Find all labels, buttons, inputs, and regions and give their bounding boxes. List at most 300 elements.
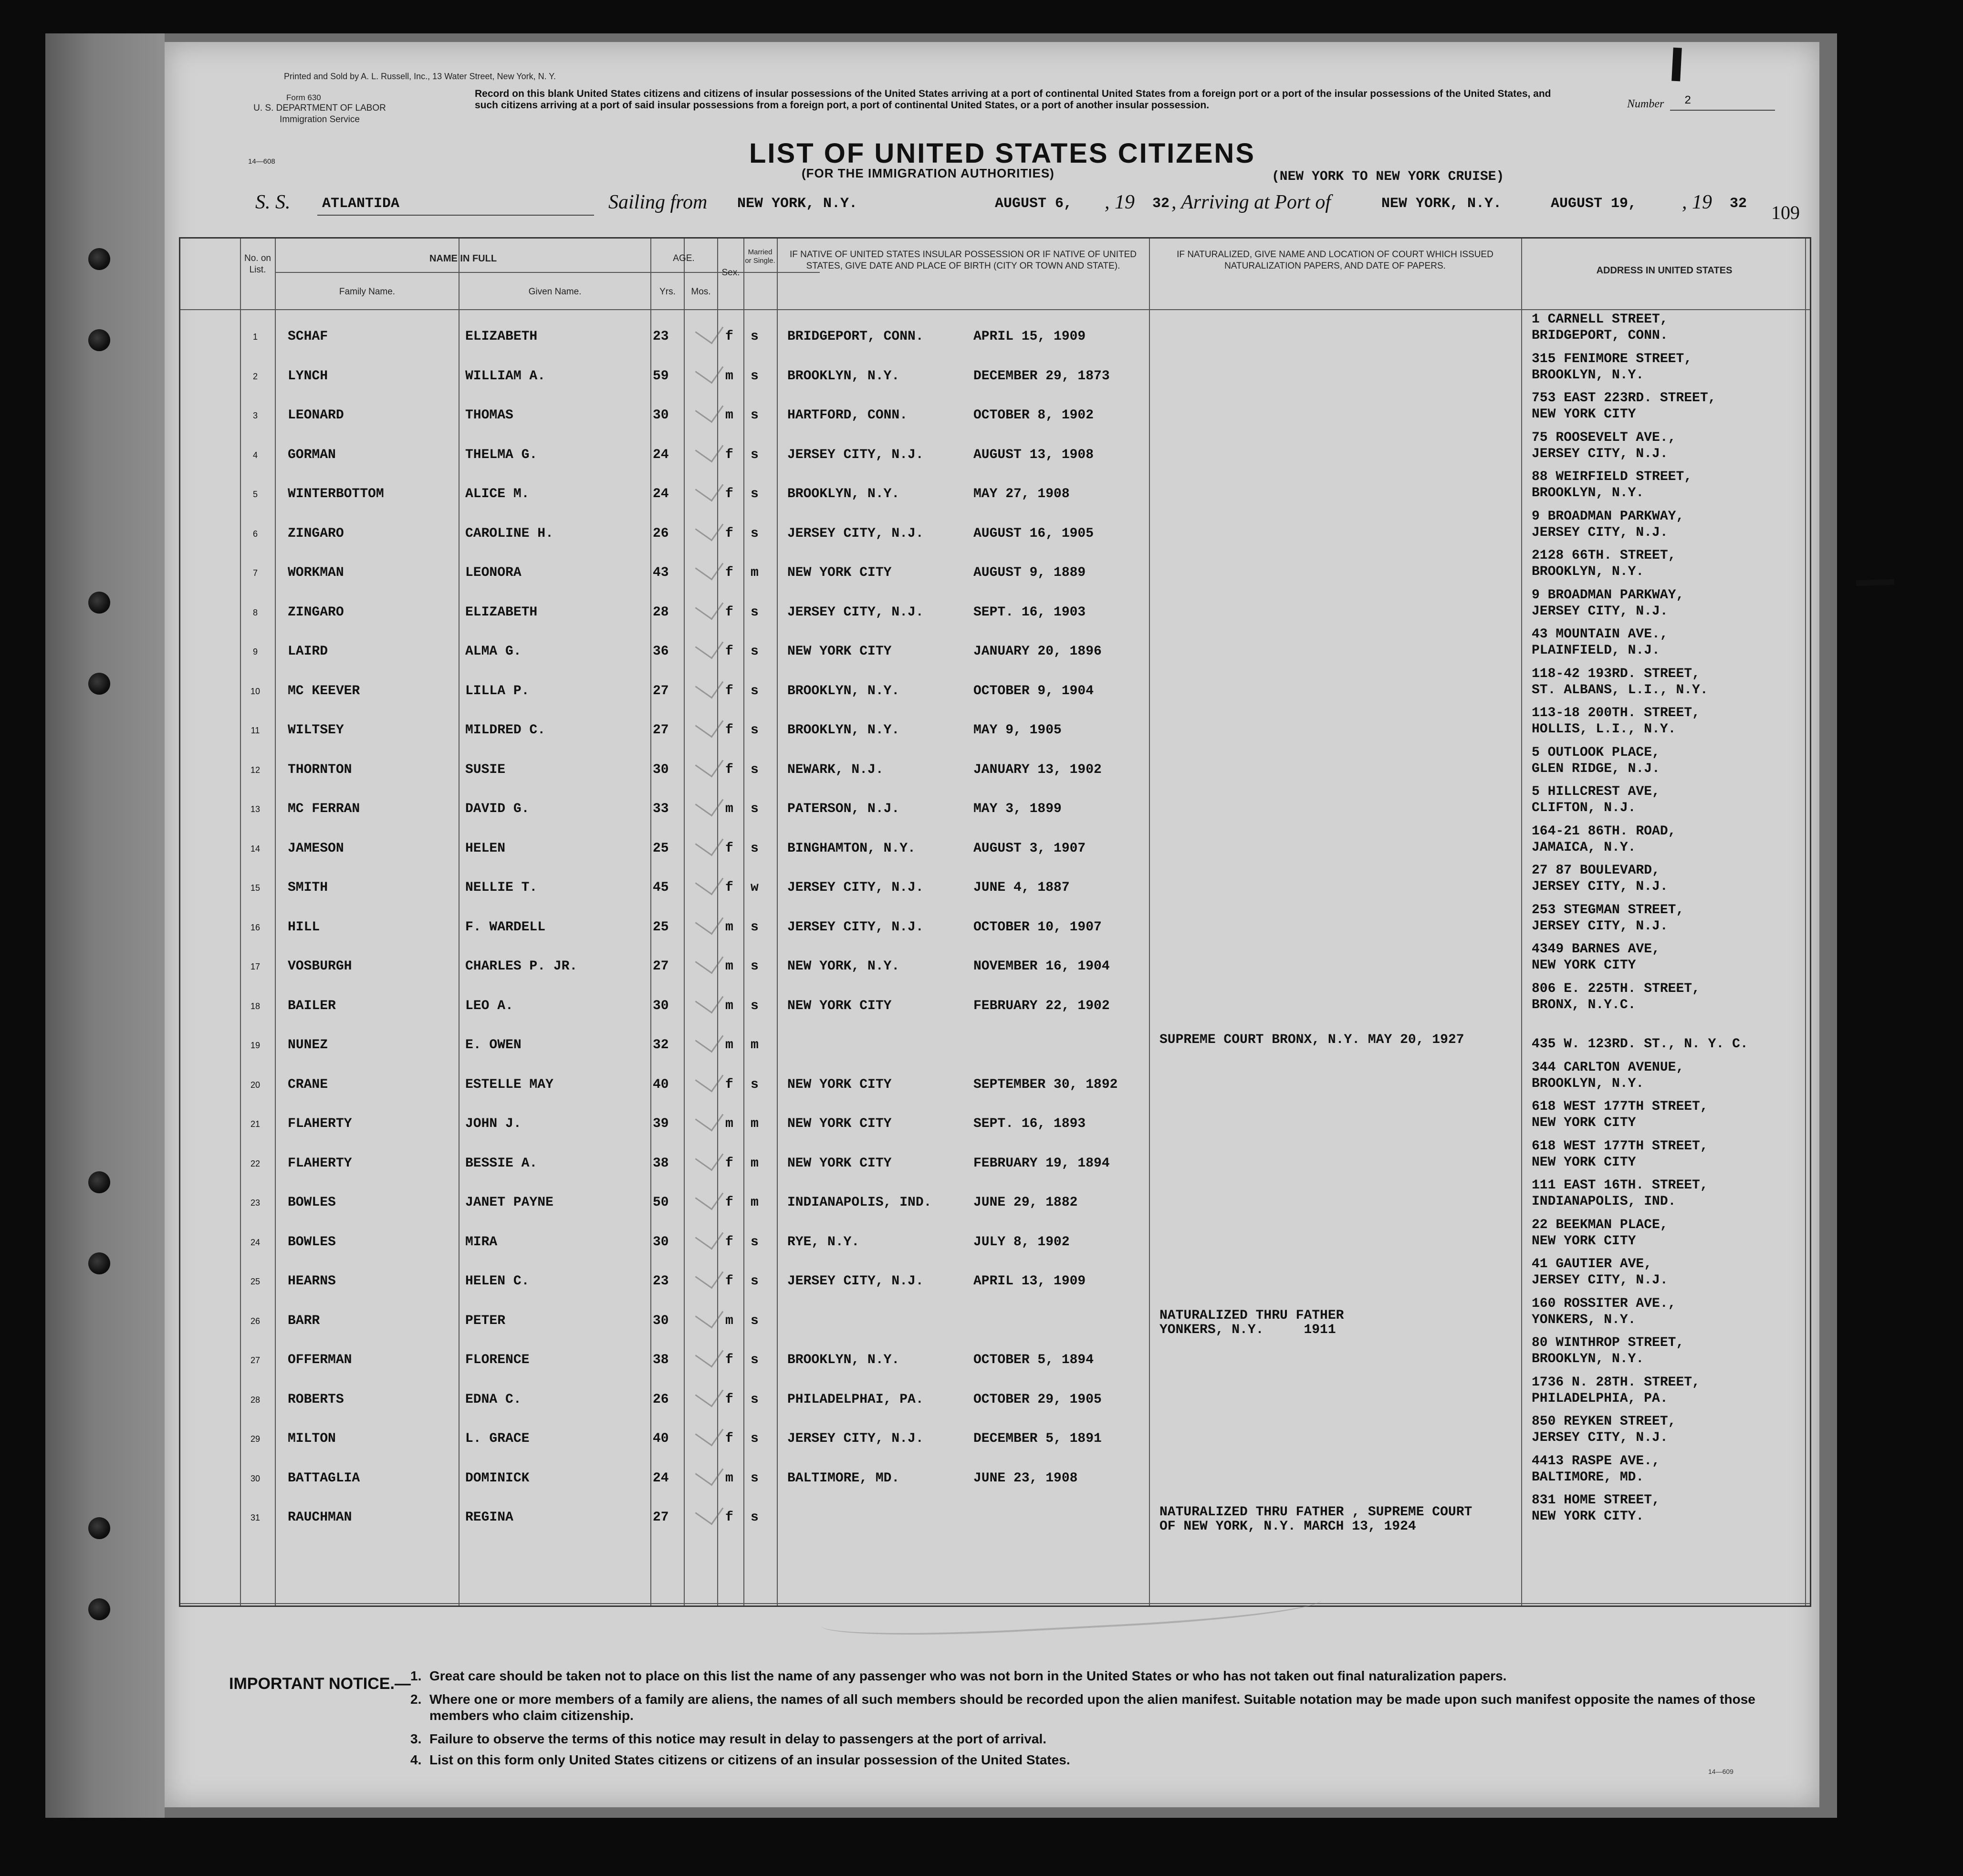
binder-hole [88, 673, 110, 695]
list-number: 4 [252, 450, 258, 460]
sex: m [725, 1470, 733, 1486]
list-number: 24 [250, 1237, 261, 1247]
age-years: 30 [653, 762, 669, 777]
check-mark [695, 355, 724, 384]
age-years: 39 [653, 1116, 669, 1131]
arriving-label: , Arriving at Port of [1171, 191, 1331, 213]
sex: f [725, 1195, 733, 1210]
address-line-2: INDIANAPOLIS, IND. [1532, 1194, 1676, 1209]
sex: f [725, 1353, 733, 1367]
list-number: 28 [250, 1395, 261, 1405]
birth-place: NEWARK, N.J. [787, 762, 884, 777]
list-number: 2 [252, 371, 258, 381]
given-name: ESTELLE MAY [465, 1077, 553, 1092]
address-line-2: JERSEY CITY, N.J. [1532, 918, 1668, 934]
birth-date: OCTOBER 9, 1904 [973, 683, 1094, 698]
col-header-mos: Mos. [691, 287, 711, 297]
family-name: VOSBURGH [288, 959, 352, 974]
naturalization: NATURALIZED THRU FATHER YONKERS, N.Y. 1911 [1159, 1308, 1344, 1337]
table-row [179, 1452, 1808, 1491]
family-name: HILL [288, 919, 320, 935]
birth-date: MAY 3, 1899 [973, 802, 1062, 816]
binder-hole [88, 248, 110, 270]
marital-status: s [751, 447, 759, 462]
birth-place: HARTFORD, CONN. [787, 408, 908, 423]
marital-status: s [751, 802, 759, 816]
check-mark [695, 395, 724, 423]
given-name: WILLIAM A. [465, 368, 546, 384]
list-number: 7 [252, 568, 258, 578]
table-row [179, 704, 1808, 743]
family-name: SCHAF [288, 329, 328, 344]
given-name: LILLA P. [465, 683, 530, 698]
address-line-2: NEW YORK CITY [1532, 1115, 1636, 1130]
address-line-2: YONKERS, N.Y. [1532, 1312, 1636, 1327]
given-name: MIRA [465, 1234, 498, 1250]
address-line-1: 850 REYKEN STREET, [1532, 1414, 1676, 1429]
list-number: 12 [250, 765, 261, 775]
address-line-1: 4413 RASPE AVE., [1532, 1453, 1660, 1469]
birth-place: JERSEY CITY, N.J. [787, 1431, 924, 1446]
arrival-year: 32 [1730, 196, 1747, 212]
list-number: 19 [250, 1041, 261, 1050]
family-name: HEARNS [288, 1274, 336, 1289]
given-name: SUSIE [465, 762, 506, 777]
sex: m [725, 959, 733, 974]
address-line-1: 113-18 200TH. STREET, [1532, 706, 1700, 720]
ship-underline [317, 215, 594, 216]
sex: f [725, 526, 733, 541]
marital-status: s [751, 604, 759, 620]
family-name: ZINGARO [288, 604, 344, 620]
list-number: 14 [250, 844, 261, 854]
age-years: 30 [653, 1313, 669, 1328]
age-years: 23 [653, 1274, 669, 1289]
sex: f [725, 841, 733, 856]
birth-place: NEW YORK CITY [787, 998, 892, 1013]
address-line-1: 9 BROADMAN PARKWAY, [1532, 587, 1684, 603]
col-header-no: No. on List. [244, 253, 271, 275]
margin-mark [1856, 579, 1894, 586]
arrival-port: NEW YORK, N.Y. [1381, 196, 1502, 212]
notice-item [410, 1731, 1785, 1747]
department-name: U. S. DEPARTMENT OF LABOR [253, 103, 386, 113]
family-name: BARR [288, 1313, 320, 1328]
address-line-2: BROOKLYN, N.Y. [1532, 1076, 1644, 1091]
check-mark [695, 1497, 724, 1525]
given-name: FLORENCE [465, 1353, 530, 1367]
birth-place: BROOKLYN, N.Y. [787, 1353, 900, 1367]
age-years: 45 [653, 880, 669, 895]
birth-place: RYE, N.Y. [787, 1234, 860, 1250]
marital-status: s [751, 1470, 759, 1486]
check-mark [695, 906, 724, 935]
sex: f [725, 683, 733, 698]
birth-place: BROOKLYN, N.Y. [787, 683, 900, 698]
check-mark [695, 749, 724, 777]
arrival-year-prefix: , 19 [1682, 191, 1712, 213]
binder-margin [45, 33, 165, 1818]
address-line-1: 5 HILLCREST AVE, [1532, 784, 1660, 799]
col-header-birth: IF NATIVE OF UNITED STATES INSULAR POSSESSION OR IF NATIVE OF UNITED STATES, GIVE DATE AND PLACE OF BIRTH (CITY OR TOWN AND STATE). [789, 250, 1137, 271]
sex: f [725, 565, 733, 580]
departure-year: 32 [1152, 196, 1170, 212]
marital-status: s [751, 959, 759, 974]
table-row [179, 782, 1808, 822]
department-block [227, 103, 413, 125]
age-years: 27 [653, 683, 669, 698]
check-mark [695, 1339, 724, 1368]
birth-date: SEPTEMBER 30, 1892 [973, 1077, 1118, 1092]
check-mark [695, 1418, 724, 1447]
check-mark [695, 867, 724, 896]
address-line-1: 1736 N. 28TH. STREET, [1532, 1375, 1700, 1390]
family-name: BOWLES [288, 1195, 336, 1210]
family-name: MILTON [288, 1431, 336, 1446]
list-number: 21 [250, 1119, 261, 1129]
birth-date: FEBRUARY 19, 1894 [973, 1156, 1110, 1171]
birth-place: JERSEY CITY, N.J. [787, 1274, 924, 1289]
birth-date: DECEMBER 29, 1873 [973, 368, 1110, 384]
sex: f [725, 1510, 733, 1525]
age-years: 30 [653, 998, 669, 1013]
check-mark [695, 631, 724, 659]
sex: f [725, 1234, 733, 1250]
address-line-2: NEW YORK CITY [1532, 1233, 1636, 1249]
departure-year-prefix: , 19 [1105, 191, 1135, 213]
sailing-line [255, 191, 1796, 219]
number-value: 2 [1684, 94, 1692, 107]
sex: m [725, 1116, 733, 1131]
list-number: 13 [250, 804, 261, 814]
check-mark [695, 670, 724, 698]
sex: f [725, 329, 733, 344]
form-number: Form 630 [286, 93, 321, 102]
number-label: Number [1627, 98, 1664, 110]
list-number: 18 [250, 1001, 261, 1011]
given-name: EDNA C. [465, 1392, 522, 1407]
table-row [179, 1491, 1808, 1534]
age-years: 50 [653, 1195, 669, 1210]
table-row [179, 1019, 1808, 1058]
age-years: 23 [653, 329, 669, 344]
address-line-2: NEW YORK CITY [1532, 1155, 1636, 1170]
sex: f [725, 880, 733, 895]
ship-name: ATLANTIDA [322, 196, 400, 212]
age-years: 27 [653, 1510, 669, 1525]
family-name: BAILER [288, 998, 336, 1013]
table-row [179, 428, 1808, 468]
birth-date: AUGUST 16, 1905 [973, 526, 1094, 541]
marital-status: s [751, 1077, 759, 1092]
naturalization: NATURALIZED THRU FATHER , SUPREME COURT OF NEW YORK, N.Y. MARCH 13, 1924 [1159, 1505, 1472, 1534]
list-number: 20 [250, 1080, 261, 1090]
col-header-naturalized: IF NATURALIZED, GIVE NAME AND LOCATION OF COURT WHICH ISSUED NATURALIZATION PAPERS, AND DATE OF PAPERS. [1177, 250, 1493, 271]
list-number: 15 [250, 883, 261, 893]
address-line-2: JERSEY CITY, N.J. [1532, 1430, 1668, 1445]
age-years: 24 [653, 487, 669, 501]
check-mark [695, 709, 724, 738]
birth-place: JERSEY CITY, N.J. [787, 447, 924, 462]
age-years: 30 [653, 408, 669, 423]
address-line-2: JERSEY CITY, N.J. [1532, 604, 1668, 619]
given-name: DAVID G. [465, 802, 530, 816]
marital-status: s [751, 1274, 759, 1289]
age-years: 38 [653, 1156, 669, 1171]
family-name: OFFERMAN [288, 1353, 352, 1367]
given-name: JANET PAYNE [465, 1195, 553, 1210]
birth-date: MAY 9, 1905 [973, 723, 1062, 738]
table-row [179, 861, 1808, 900]
birth-place: INDIANAPOLIS, IND. [787, 1195, 932, 1210]
family-name: MC FERRAN [288, 802, 360, 816]
address-line-1: 22 BEEKMAN PLACE, [1532, 1217, 1668, 1232]
check-mark [695, 434, 724, 462]
family-name: LAIRD [288, 644, 328, 659]
family-name: WILTSEY [288, 723, 344, 738]
marital-status: s [751, 998, 759, 1013]
age-years: 32 [653, 1038, 669, 1053]
notice-item [410, 1668, 1785, 1684]
check-mark [695, 473, 724, 502]
binder-hole [88, 1517, 110, 1539]
printer-line: Printed and Sold by A. L. Russell, Inc., 13 Water Street, New York, N. Y. [284, 72, 556, 81]
address-line-2: BRONX, N.Y.C. [1532, 997, 1636, 1012]
address-line-2: PLAINFIELD, N.J. [1532, 643, 1660, 658]
table-row [179, 1294, 1808, 1337]
birth-date: AUGUST 9, 1889 [973, 565, 1086, 580]
binder-hole [88, 1598, 110, 1620]
table-row [179, 310, 1808, 349]
age-years: 43 [653, 565, 669, 580]
sex: f [725, 1431, 733, 1446]
birth-place: BROOKLYN, N.Y. [787, 368, 900, 384]
address-line-2: NEW YORK CITY [1532, 407, 1636, 422]
address-line-2: PHILADELPHIA, PA. [1532, 1391, 1668, 1406]
sex: f [725, 604, 733, 620]
col-header-address: ADDRESS IN UNITED STATES [1596, 265, 1733, 276]
birth-date: OCTOBER 29, 1905 [973, 1392, 1102, 1407]
family-name: RAUCHMAN [288, 1510, 352, 1525]
age-years: 30 [653, 1234, 669, 1250]
address-line-2: JERSEY CITY, N.J. [1532, 525, 1668, 540]
address-line-2: BROOKLYN, N.Y. [1532, 486, 1644, 500]
table-row [179, 1137, 1808, 1176]
check-mark [695, 552, 724, 581]
birth-date: JULY 8, 1902 [973, 1234, 1070, 1250]
given-name: ELIZABETH [465, 604, 538, 620]
address-line-1: 753 EAST 223RD. STREET, [1532, 391, 1716, 406]
birth-place: JERSEY CITY, N.J. [787, 526, 924, 541]
notice-title: IMPORTANT NOTICE.— [229, 1675, 411, 1693]
list-number: 1 [252, 332, 258, 342]
table-row [179, 546, 1808, 585]
age-years: 33 [653, 802, 669, 816]
check-mark [695, 1103, 724, 1132]
given-name: HELEN C. [465, 1274, 530, 1289]
document-title: LIST OF UNITED STATES CITIZENS [749, 138, 1255, 169]
list-number: 27 [250, 1355, 261, 1365]
address-line-1: 2128 66TH. STREET, [1532, 548, 1676, 563]
marital-status: m [751, 565, 759, 580]
sex: m [725, 802, 733, 816]
notice-number: 4. [410, 1752, 422, 1767]
family-name: NUNEZ [288, 1038, 328, 1053]
marital-status: s [751, 1234, 759, 1250]
sex: m [725, 368, 733, 384]
marital-status: s [751, 368, 759, 384]
check-mark [695, 1063, 724, 1092]
list-number: 8 [252, 607, 258, 617]
naturalization: SUPREME COURT BRONX, N.Y. MAY 20, 1927 [1159, 1032, 1464, 1047]
age-years: 27 [653, 959, 669, 974]
check-mark [695, 985, 724, 1013]
birth-place: NEW YORK CITY [787, 1116, 892, 1131]
family-name: LYNCH [288, 368, 328, 384]
notice-text: List on this form only United States citizens or citizens of an insular possession of the United States. [429, 1752, 1070, 1767]
birth-date: JUNE 23, 1908 [973, 1470, 1078, 1486]
table-row [179, 468, 1808, 507]
address-line-2: 435 W. 123RD. ST., N. Y. C. [1532, 1037, 1748, 1052]
age-years: 36 [653, 644, 669, 659]
col-header-married: Married or Single. [745, 248, 775, 265]
handwritten-mark [1671, 48, 1682, 82]
birth-date: OCTOBER 8, 1902 [973, 408, 1094, 423]
age-years: 59 [653, 368, 669, 384]
family-name: BATTAGLIA [288, 1470, 360, 1486]
sailing-from-label: Sailing from [608, 191, 708, 213]
birth-place: JERSEY CITY, N.J. [787, 919, 924, 935]
marital-status: s [751, 1392, 759, 1407]
birth-date: FEBRUARY 22, 1902 [973, 998, 1110, 1013]
check-mark [695, 1182, 724, 1210]
address-line-2: BROOKLYN, N.Y. [1532, 564, 1644, 579]
family-name: WINTERBOTTOM [288, 487, 384, 501]
check-mark [695, 827, 724, 856]
marital-status: s [751, 644, 759, 659]
check-mark [695, 1378, 724, 1407]
marital-status: s [751, 683, 759, 698]
birth-place: BRIDGEPORT, CONN. [787, 329, 924, 344]
birth-place: NEW YORK CITY [787, 565, 892, 580]
address-line-1: 1 CARNELL STREET, [1532, 312, 1668, 327]
table-row [179, 940, 1808, 979]
sex: m [725, 919, 733, 935]
list-number: 23 [250, 1198, 261, 1208]
birth-date: JANUARY 20, 1896 [973, 644, 1102, 659]
table-row [179, 1058, 1808, 1097]
family-name: LEONARD [288, 408, 344, 423]
marital-status: w [751, 880, 759, 895]
given-name: NELLIE T. [465, 880, 538, 895]
birth-date: JANUARY 13, 1902 [973, 762, 1102, 777]
given-name: F. WARDELL [465, 919, 546, 935]
given-name: L. GRACE [465, 1431, 530, 1446]
list-number: 10 [250, 686, 261, 696]
address-line-1: 164-21 86TH. ROAD, [1532, 823, 1676, 839]
table-row [179, 1255, 1808, 1294]
check-mark [695, 512, 724, 541]
check-mark [695, 788, 724, 817]
family-name: ZINGARO [288, 526, 344, 541]
notice-number: 3. [410, 1731, 422, 1746]
address-line-1: 9 BROADMAN PARKWAY, [1532, 509, 1684, 524]
address-line-2: BRIDGEPORT, CONN. [1532, 328, 1668, 343]
address-line-2: JERSEY CITY, N.J. [1532, 879, 1668, 894]
marital-status: s [751, 1431, 759, 1446]
address-line-1: 27 87 BOULEVARD, [1532, 863, 1660, 878]
address-line-1: 4349 BARNES AVE, [1532, 942, 1660, 957]
notice-text: Great care should be taken not to place on this list the name of any passenger who was not born in the United States or who has not taken out final naturalization papers. [429, 1668, 1507, 1683]
address-line-1: 253 STEGMAN STREET, [1532, 902, 1684, 917]
given-name: JOHN J. [465, 1116, 522, 1131]
col-header-sex: Sex. [721, 268, 740, 278]
table-row [179, 822, 1808, 861]
address-line-1: 111 EAST 16TH. STREET, [1532, 1178, 1708, 1193]
sex: f [725, 487, 733, 501]
given-name: LEONORA [465, 565, 522, 580]
table-row [179, 1373, 1808, 1412]
sheet-number: 109 [1771, 202, 1800, 223]
notice-item [410, 1752, 1785, 1768]
sex: m [725, 1038, 733, 1053]
table-row [179, 507, 1808, 546]
age-years: 26 [653, 1392, 669, 1407]
list-number: 31 [250, 1513, 261, 1522]
table-row [179, 1176, 1808, 1215]
age-years: 24 [653, 1470, 669, 1486]
marital-status: s [751, 487, 759, 501]
check-mark [695, 1142, 724, 1171]
sex: m [725, 998, 733, 1013]
address-line-1: 806 E. 225TH. STREET, [1532, 981, 1700, 996]
birth-place: PATERSON, N.J. [787, 802, 900, 816]
notice-number: 1. [410, 1668, 422, 1683]
col-header-family: Family Name. [339, 287, 396, 297]
birth-date: APRIL 13, 1909 [973, 1274, 1086, 1289]
age-years: 27 [653, 723, 669, 738]
table-row [179, 586, 1808, 625]
given-name: CHARLES P. JR. [465, 959, 578, 974]
arrival-date: AUGUST 19, [1551, 196, 1637, 212]
birth-date: SEPT. 16, 1893 [973, 1116, 1086, 1131]
family-name: SMITH [288, 880, 328, 895]
given-name: HELEN [465, 841, 506, 856]
family-name: CRANE [288, 1077, 328, 1092]
table-row [179, 389, 1808, 428]
address-line-1: 618 WEST 177TH STREET, [1532, 1138, 1708, 1154]
table-row [179, 901, 1808, 940]
sex: f [725, 1156, 733, 1171]
binder-hole [88, 1171, 110, 1193]
given-name: MILDRED C. [465, 723, 546, 738]
departure-port: NEW YORK, N.Y. [737, 196, 858, 212]
document-subtitle: (FOR THE IMMIGRATION AUTHORITIES) [802, 166, 1055, 180]
marital-status: m [751, 1116, 759, 1131]
family-name: WORKMAN [288, 565, 344, 580]
given-name: CAROLINE H. [465, 526, 553, 541]
form-instructions: Record on this blank United States citizens and citizens of insular possessions of the United States arriving at a port of continental United States from a foreign port or a port of the insular possessions of the United States, and such citizens arriving at a port of said insular possessions from a foreign port, a port of continental United States, or a port of another insular possession. [475, 88, 1551, 111]
list-number: 25 [250, 1277, 261, 1286]
sex: m [725, 408, 733, 423]
marital-status: s [751, 329, 759, 344]
given-name: LEO A. [465, 998, 513, 1013]
marital-status: s [751, 1510, 759, 1525]
ss-label: S. S. [255, 191, 291, 213]
birth-place: JERSEY CITY, N.J. [787, 880, 924, 895]
given-name: DOMINICK [465, 1470, 530, 1486]
birth-place: BROOKLYN, N.Y. [787, 487, 900, 501]
